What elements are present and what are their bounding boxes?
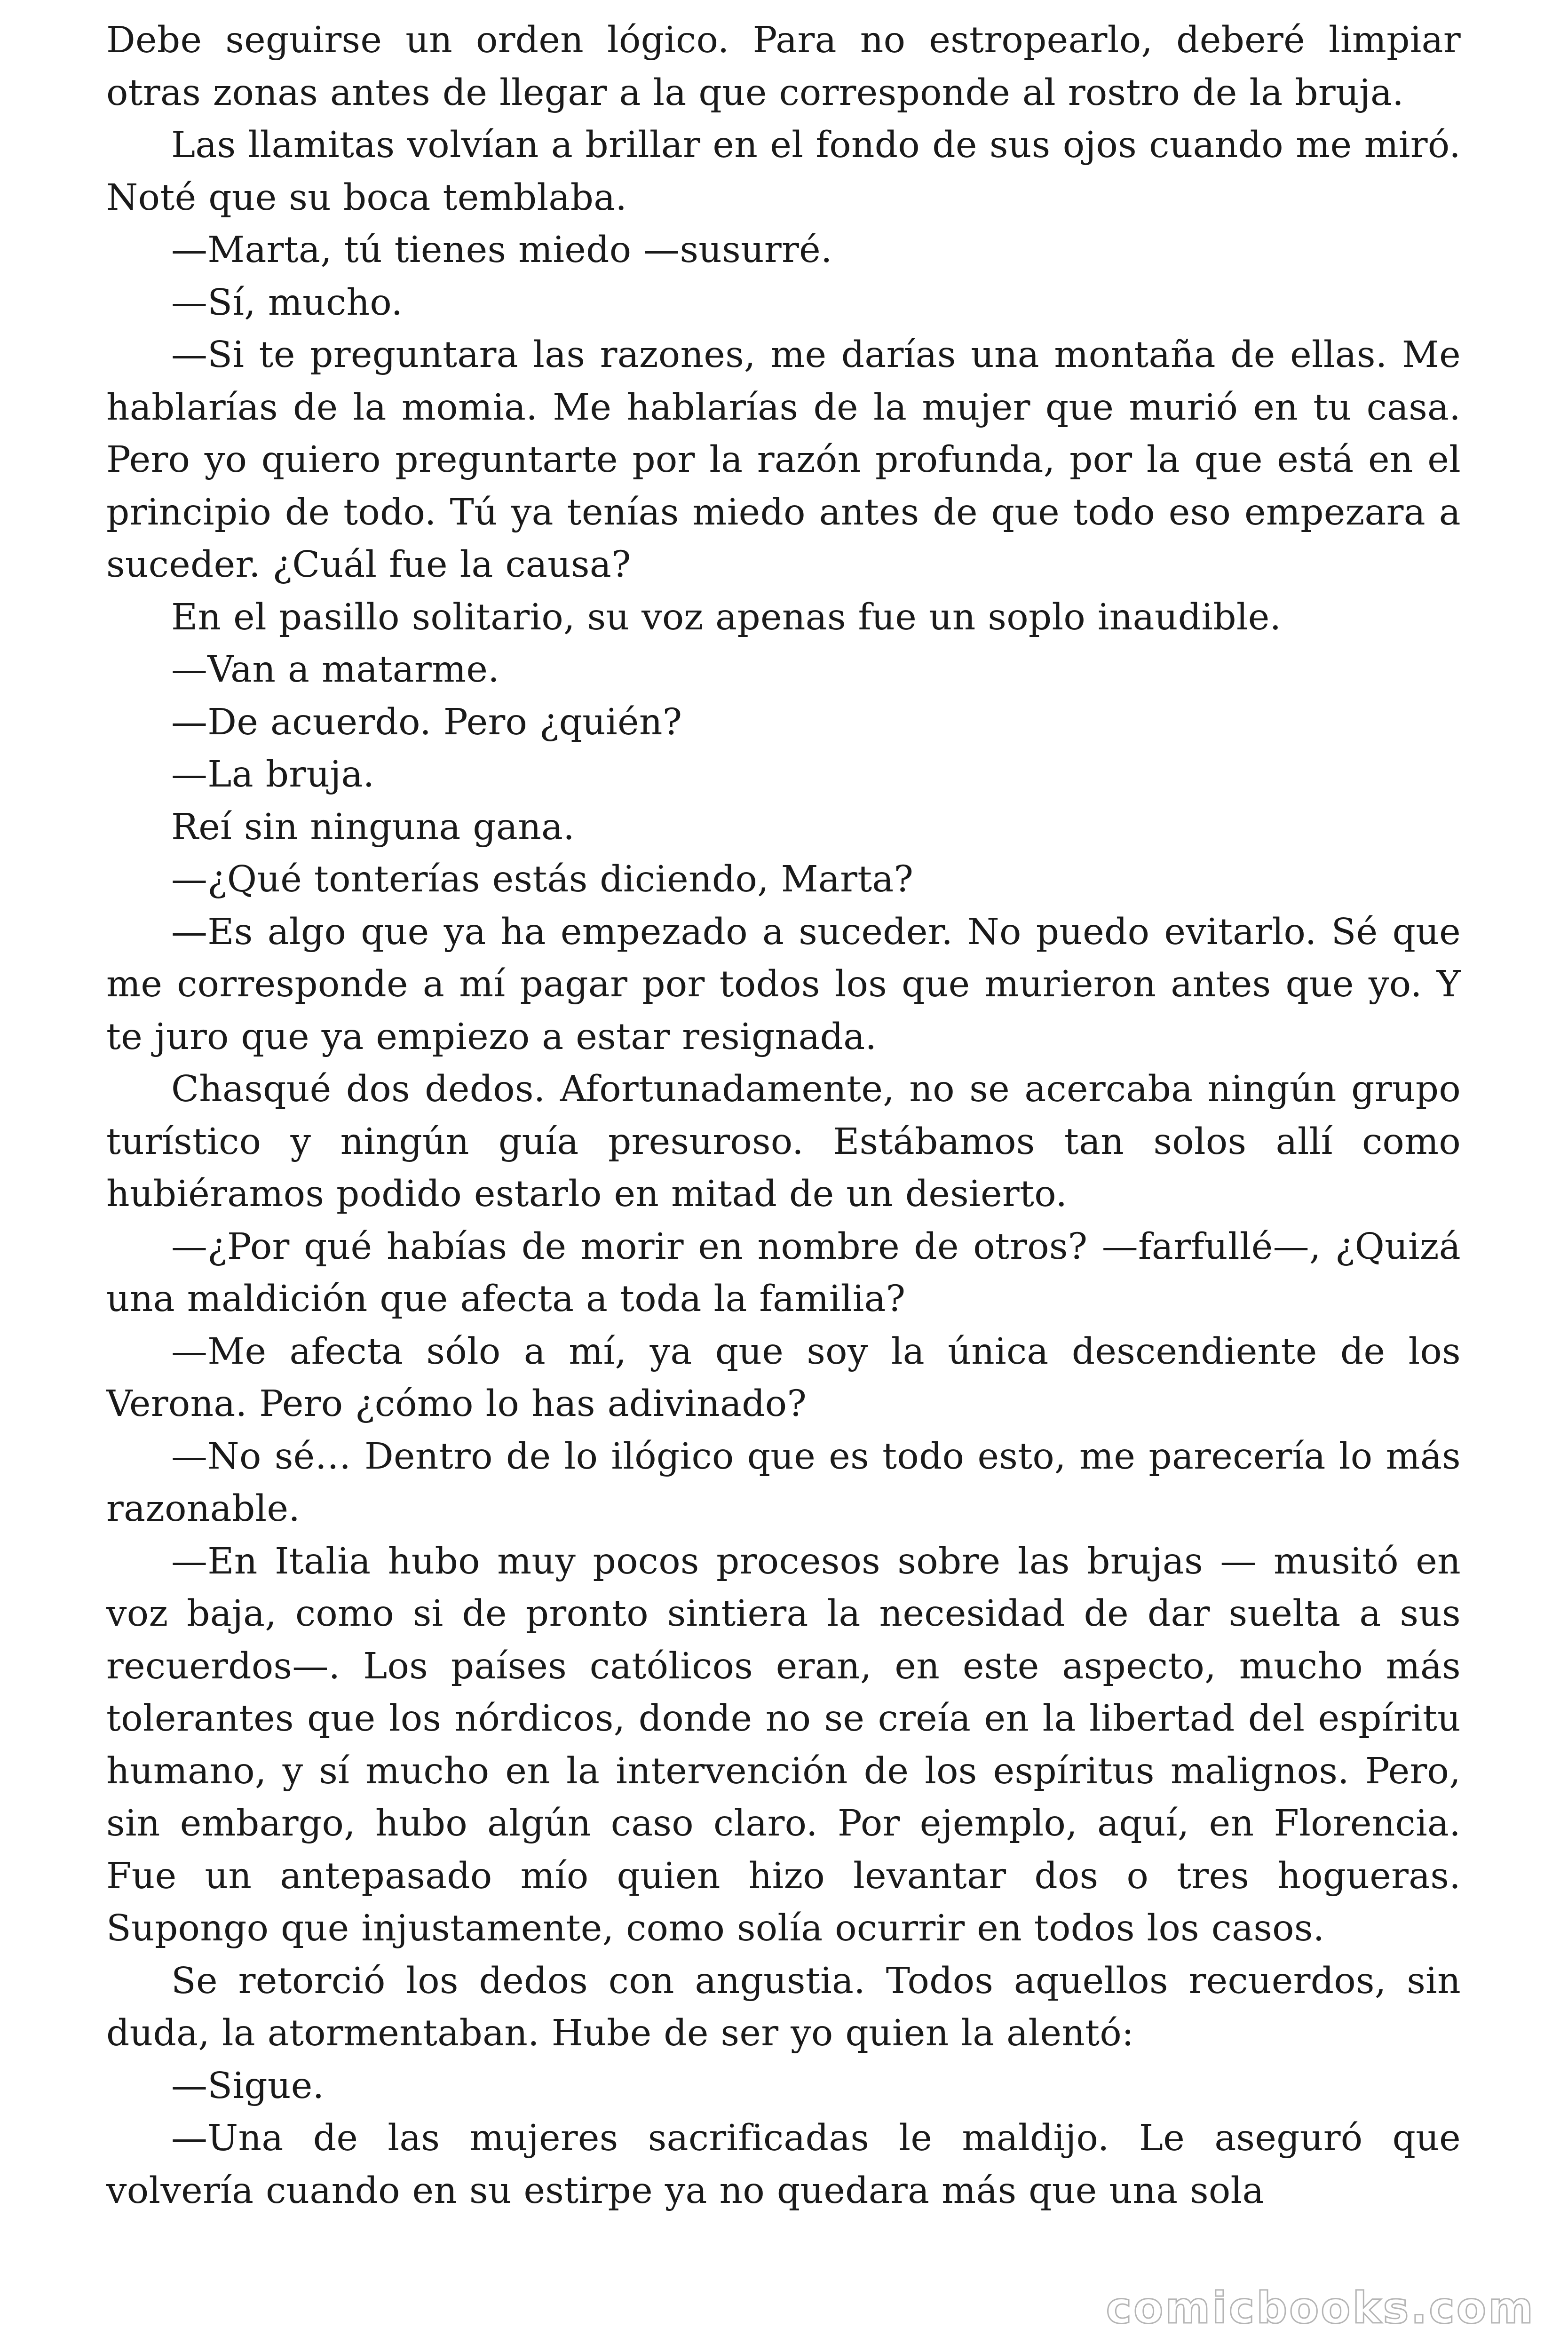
paragraph-13: Chasqué dos dedos. Afortunadamente, no se acercaba ningún grupo turístico y ningún guía presuroso. Estábamos tan solos allí como hubiéramos podido estarlo en mitad de un desierto.	[106, 1068, 1461, 1215]
book-page-text	[106, 14, 1461, 2217]
paragraph-16: —No sé… Dentro de lo ilógico que es todo esto, me parecería lo más razonable.	[106, 1435, 1461, 1530]
paragraph-18: Se retorció los dedos con angustia. Todos aquellos recuerdos, sin duda, la atormentaban. Hube de ser yo quien la alentó:	[106, 1960, 1461, 2054]
paragraph-12: —Es algo que ya ha empezado a suceder. No puedo evitarlo. Sé que me corresponde a mí pagar por todos los que murieron antes que yo. Y te juro que ya empiezo a estar resignada.	[106, 911, 1461, 1058]
paragraph-8: —De acuerdo. Pero ¿quién?	[171, 701, 682, 743]
paragraph-3: —Marta, tú tienes miedo —susurré.	[171, 229, 832, 271]
paragraph-9: —La bruja.	[171, 754, 375, 795]
paragraph-7: —Van a matarme.	[171, 649, 500, 691]
paragraph-6: En el pasillo solitario, su voz apenas fue un soplo inaudible.	[171, 596, 1282, 638]
paragraph-15: —Me afecta sólo a mí, ya que soy la única descendiente de los Verona. Pero ¿cómo lo has adivinado?	[106, 1330, 1461, 1425]
paragraph-17: —En Italia hubo muy pocos procesos sobre las brujas — musitó en voz baja, como si de pronto sintiera la necesidad de dar suelta a sus recuerdos—. Los países católicos eran, en este aspecto, mucho más tolerantes que los nórdicos, donde no se creía en la libertad del espíritu humano, y sí mucho en la intervención de los espíritus malignos. Pero, sin embargo, hubo algún caso claro. Por ejemplo, aquí, en Florencia. Fue un antepasado mío quien hizo levantar dos o tres hogueras. Supongo que injustamente, como solía ocurrir en todos los casos.	[106, 1540, 1461, 1949]
paragraph-11: —¿Qué tonterías estás diciendo, Marta?	[171, 858, 914, 900]
paragraph-4: —Sí, mucho.	[171, 281, 403, 324]
paragraph-14: —¿Por qué habías de morir en nombre de otros? —farfullé—, ¿Quizá una maldición que afecta a toda la familia?	[106, 1225, 1461, 1320]
paragraph-5: —Si te preguntara las razones, me darías una montaña de ellas. Me hablarías de la momia. Me hablarías de la mujer que murió en tu casa. Pero yo quiero preguntarte por la razón profunda, por la que está en el principio de todo. Tú ya tenías miedo antes de que todo eso empezara a suceder. ¿Cuál fue la causa?	[106, 334, 1461, 586]
paragraph-1: Debe seguirse un orden lógico. Para no estropearlo, deberé limpiar otras zonas antes de llegar a la que corresponde al rostro de la bruja.	[106, 19, 1461, 114]
paragraph-10: Reí sin ninguna gana.	[171, 806, 575, 848]
paragraph-19: —Sigue.	[171, 2065, 325, 2107]
paragraph-2: Las llamitas volvían a brillar en el fondo de sus ojos cuando me miró. Noté que su boca temblaba.	[106, 124, 1461, 219]
paragraph-20: —Una de las mujeres sacrificadas le maldijo. Le aseguró que volvería cuando en su estirpe ya no quedara más que una sola	[106, 2117, 1461, 2212]
watermark-logo: comicbooks.com	[1106, 2283, 1535, 2333]
